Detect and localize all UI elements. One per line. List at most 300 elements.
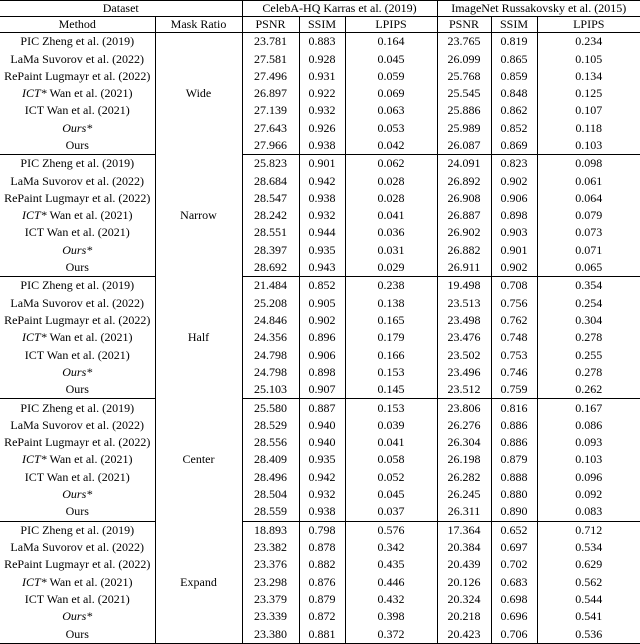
psnr-cell: 27.966	[242, 137, 299, 155]
lpips-cell: 0.278	[537, 364, 640, 381]
ssim-cell: 0.898	[491, 207, 537, 224]
ssim-cell: 0.935	[299, 451, 345, 468]
psnr-cell: 27.496	[242, 68, 299, 85]
table-row	[0, 346, 640, 363]
psnr-cell: 24.798	[242, 346, 299, 363]
lpips-cell: 0.105	[537, 50, 640, 67]
ssim-cell: 0.944	[299, 224, 345, 241]
ssim-cell: 0.942	[299, 469, 345, 486]
table-row	[0, 469, 640, 486]
psnr-cell: 20.218	[437, 608, 491, 625]
psnr-cell: 24.356	[242, 329, 299, 346]
table-row	[0, 68, 640, 85]
method-cell: Ours*	[62, 242, 93, 257]
method-cell: ICT* Wan et al. (2021)	[22, 208, 133, 223]
lpips-cell: 0.118	[537, 119, 640, 136]
lpips-cell: 0.342	[345, 539, 437, 556]
psnr-cell: 23.382	[242, 539, 299, 556]
method-cell: Ours	[0, 381, 155, 399]
table-row	[0, 573, 640, 590]
psnr-cell: 28.559	[242, 503, 299, 521]
method-cell: ICT* Wan et al. (2021)	[22, 86, 133, 101]
lpips-cell: 0.058	[345, 451, 437, 468]
ssim-cell: 0.798	[299, 521, 345, 539]
lpips-cell: 0.164	[345, 33, 437, 51]
mask-ratio-cell: Half	[155, 277, 242, 399]
psnr-cell: 28.547	[242, 190, 299, 207]
ssim-cell: 0.890	[491, 503, 537, 521]
lpips-cell: 0.039	[345, 417, 437, 434]
dataset-header: Dataset	[0, 1, 242, 17]
psnr-cell: 23.498	[437, 312, 491, 329]
imagenet-header: ImageNet Russakovsky et al. (2015)	[437, 1, 640, 17]
psnr-cell: 23.376	[242, 556, 299, 573]
method-cell: PIC Zheng et al. (2019)	[20, 522, 135, 537]
ssim-cell: 0.859	[491, 68, 537, 85]
celeba-hq-header: CelebA-HQ Karras et al. (2019)	[242, 1, 437, 17]
ssim-cell: 0.702	[491, 556, 537, 573]
lpips-cell: 0.083	[537, 503, 640, 521]
table-row	[0, 190, 640, 207]
ssim-cell: 0.903	[491, 224, 537, 241]
psnr-cell: 23.765	[437, 33, 491, 51]
table-row	[0, 207, 640, 224]
psnr-cell: 26.897	[242, 85, 299, 102]
lpips-cell: 0.107	[537, 102, 640, 119]
method-cell: Ours	[0, 503, 155, 521]
ssim-cell: 0.756	[491, 295, 537, 312]
ssim-cell: 0.876	[299, 573, 345, 590]
table-row	[0, 224, 640, 241]
ssim-cell: 0.906	[299, 346, 345, 363]
mask-ratio-cell: Narrow	[155, 155, 242, 277]
header-row-metrics	[0, 17, 640, 33]
ssim-cell: 0.880	[491, 486, 537, 503]
ssim-cell: 0.683	[491, 573, 537, 590]
lpips-cell: 0.536	[537, 625, 640, 643]
lpips-cell: 0.062	[345, 155, 437, 173]
lpips-cell: 0.354	[537, 277, 640, 295]
method-cell: Ours	[0, 259, 155, 277]
lpips-cell: 0.262	[537, 381, 640, 399]
ssim-cell: 0.888	[491, 469, 537, 486]
ssim-cell: 0.652	[491, 521, 537, 539]
ssim-cell: 0.879	[491, 451, 537, 468]
method-cell: LaMa Suvorov et al. (2022)	[10, 51, 145, 66]
ssim-cell: 0.943	[299, 259, 345, 277]
psnr-cell: 26.911	[437, 259, 491, 277]
ssim-cell: 0.886	[491, 417, 537, 434]
method-column-header: Method	[0, 17, 155, 33]
table-row	[0, 399, 640, 417]
lpips-cell: 0.712	[537, 521, 640, 539]
ssim-cell: 0.907	[299, 381, 345, 399]
table-row	[0, 329, 640, 346]
ssim-cell: 0.886	[491, 434, 537, 451]
table-row	[0, 591, 640, 608]
lpips-cell: 0.153	[345, 399, 437, 417]
psnr-cell: 23.476	[437, 329, 491, 346]
lpips-cell: 0.562	[537, 573, 640, 590]
lpips-cell: 0.063	[345, 102, 437, 119]
header-row-datasets	[0, 1, 640, 17]
mask-ratio-cell: Expand	[155, 521, 242, 644]
psnr-cell: 26.887	[437, 207, 491, 224]
lpips-cell: 0.069	[345, 85, 437, 102]
lpips-cell: 0.372	[345, 625, 437, 643]
lpips-cell: 0.073	[537, 224, 640, 241]
lpips-cell: 0.042	[345, 137, 437, 155]
psnr-cell: 26.892	[437, 172, 491, 189]
method-cell: ICT Wan et al. (2021)	[24, 347, 130, 362]
lpips-cell: 0.153	[345, 364, 437, 381]
table-row	[0, 242, 640, 259]
psnr-cell: 23.379	[242, 591, 299, 608]
ssim-cell: 0.869	[491, 137, 537, 155]
method-cell: ICT Wan et al. (2021)	[24, 591, 130, 606]
ssim-cell: 0.938	[299, 137, 345, 155]
method-cell: ICT* Wan et al. (2021)	[22, 574, 133, 589]
table-row	[0, 102, 640, 119]
lpips-cell: 0.092	[537, 486, 640, 503]
method-cell: PIC Zheng et al. (2019)	[20, 278, 135, 293]
ssim-cell: 0.708	[491, 277, 537, 295]
lpips-cell: 0.045	[345, 486, 437, 503]
method-cell: RePaint Lugmayr et al. (2022)	[4, 435, 151, 450]
psnr-cell: 23.806	[437, 399, 491, 417]
psnr-cell: 26.087	[437, 137, 491, 155]
psnr-cell: 27.643	[242, 119, 299, 136]
ssim-cell: 0.940	[299, 417, 345, 434]
ssim-column-header: SSIM	[491, 17, 537, 33]
psnr-cell: 25.580	[242, 399, 299, 417]
ssim-cell: 0.905	[299, 295, 345, 312]
lpips-cell: 0.125	[537, 85, 640, 102]
method-cell: ICT Wan et al. (2021)	[24, 469, 130, 484]
method-cell: LaMa Suvorov et al. (2022)	[10, 540, 145, 554]
lpips-cell: 0.138	[345, 295, 437, 312]
lpips-cell: 0.028	[345, 172, 437, 189]
ssim-cell: 0.878	[299, 539, 345, 556]
psnr-cell: 25.886	[437, 102, 491, 119]
lpips-cell: 0.134	[537, 68, 640, 85]
ssim-cell: 0.823	[491, 155, 537, 173]
psnr-cell: 26.908	[437, 190, 491, 207]
ssim-cell: 0.759	[491, 381, 537, 399]
method-cell: Ours*	[62, 364, 93, 379]
table-body	[0, 33, 640, 644]
table-row	[0, 539, 640, 556]
method-cell: Ours*	[62, 487, 93, 501]
ssim-cell: 0.872	[299, 608, 345, 625]
lpips-cell: 0.061	[537, 172, 640, 189]
ssim-cell: 0.887	[299, 399, 345, 417]
psnr-cell: 20.324	[437, 591, 491, 608]
ssim-cell: 0.848	[491, 85, 537, 102]
ssim-cell: 0.926	[299, 119, 345, 136]
psnr-cell: 28.397	[242, 242, 299, 259]
psnr-cell: 25.823	[242, 155, 299, 173]
lpips-cell: 0.098	[537, 155, 640, 173]
psnr-column-header: PSNR	[242, 17, 299, 33]
table-row	[0, 295, 640, 312]
psnr-cell: 20.423	[437, 625, 491, 643]
lpips-cell: 0.059	[345, 68, 437, 85]
lpips-cell: 0.029	[345, 259, 437, 277]
table-row	[0, 33, 640, 51]
psnr-cell: 24.798	[242, 364, 299, 381]
psnr-cell: 23.781	[242, 33, 299, 51]
ssim-cell: 0.902	[491, 259, 537, 277]
ssim-cell: 0.942	[299, 172, 345, 189]
psnr-cell: 20.126	[437, 573, 491, 590]
ssim-cell: 0.852	[491, 119, 537, 136]
lpips-cell: 0.031	[345, 242, 437, 259]
psnr-cell: 25.768	[437, 68, 491, 85]
ssim-cell: 0.932	[299, 207, 345, 224]
table-row	[0, 50, 640, 67]
ssim-cell: 0.901	[491, 242, 537, 259]
lpips-column-header: LPIPS	[537, 17, 640, 33]
table-row	[0, 608, 640, 625]
ssim-cell: 0.896	[299, 329, 345, 346]
psnr-cell: 24.091	[437, 155, 491, 173]
psnr-cell: 26.902	[437, 224, 491, 241]
method-cell: PIC Zheng et al. (2019)	[20, 156, 135, 171]
lpips-cell: 0.166	[345, 346, 437, 363]
table-row	[0, 137, 640, 155]
table-header	[0, 1, 640, 33]
method-cell: Ours	[0, 137, 155, 155]
method-cell: PIC Zheng et al. (2019)	[20, 400, 135, 415]
table-row	[0, 85, 640, 102]
psnr-cell: 23.496	[437, 364, 491, 381]
lpips-column-header: LPIPS	[345, 17, 437, 33]
psnr-cell: 18.893	[242, 521, 299, 539]
ssim-cell: 0.932	[299, 486, 345, 503]
ssim-cell: 0.928	[299, 50, 345, 67]
method-cell: PIC Zheng et al. (2019)	[20, 34, 135, 49]
lpips-cell: 0.064	[537, 190, 640, 207]
table-row	[0, 259, 640, 277]
psnr-cell: 25.208	[242, 295, 299, 312]
lpips-cell: 0.041	[345, 434, 437, 451]
method-cell: ICT* Wan et al. (2021)	[22, 330, 133, 345]
table-row	[0, 364, 640, 381]
table-row	[0, 155, 640, 173]
ssim-cell: 0.865	[491, 50, 537, 67]
method-cell: Ours*	[62, 120, 93, 135]
psnr-cell: 26.099	[437, 50, 491, 67]
method-cell: ICT Wan et al. (2021)	[24, 103, 130, 118]
lpips-cell: 0.167	[537, 399, 640, 417]
lpips-cell: 0.045	[345, 50, 437, 67]
mask-ratio-cell: Center	[155, 399, 242, 521]
method-cell: LaMa Suvorov et al. (2022)	[10, 173, 145, 188]
lpips-cell: 0.086	[537, 417, 640, 434]
lpips-cell: 0.037	[345, 503, 437, 521]
lpips-cell: 0.304	[537, 312, 640, 329]
lpips-cell: 0.398	[345, 608, 437, 625]
ssim-cell: 0.906	[491, 190, 537, 207]
ssim-cell: 0.902	[299, 312, 345, 329]
ssim-cell: 0.819	[491, 33, 537, 51]
lpips-cell: 0.071	[537, 242, 640, 259]
psnr-cell: 28.504	[242, 486, 299, 503]
psnr-cell: 27.139	[242, 102, 299, 119]
method-cell: ICT Wan et al. (2021)	[24, 225, 130, 240]
lpips-cell: 0.254	[537, 295, 640, 312]
lpips-cell: 0.179	[345, 329, 437, 346]
psnr-cell: 23.339	[242, 608, 299, 625]
ssim-cell: 0.935	[299, 242, 345, 259]
ssim-cell: 0.879	[299, 591, 345, 608]
ssim-cell: 0.938	[299, 503, 345, 521]
table-row	[0, 172, 640, 189]
psnr-cell: 26.282	[437, 469, 491, 486]
lpips-cell: 0.041	[345, 207, 437, 224]
psnr-cell: 28.551	[242, 224, 299, 241]
table-row	[0, 312, 640, 329]
method-cell: LaMa Suvorov et al. (2022)	[10, 417, 145, 432]
psnr-cell: 19.498	[437, 277, 491, 295]
method-cell: Ours	[0, 625, 155, 643]
psnr-cell: 25.989	[437, 119, 491, 136]
psnr-cell: 26.245	[437, 486, 491, 503]
ssim-cell: 0.931	[299, 68, 345, 85]
lpips-cell: 0.278	[537, 329, 640, 346]
method-cell: RePaint Lugmayr et al. (2022)	[4, 557, 151, 572]
table-row	[0, 625, 640, 643]
mask-ratio-column-header: Mask Ratio	[155, 17, 242, 33]
ssim-cell: 0.938	[299, 190, 345, 207]
method-cell: ICT* Wan et al. (2021)	[22, 452, 133, 467]
table-row	[0, 417, 640, 434]
lpips-cell: 0.534	[537, 539, 640, 556]
method-cell: RePaint Lugmayr et al. (2022)	[4, 68, 151, 83]
ssim-cell: 0.898	[299, 364, 345, 381]
table-row	[0, 277, 640, 295]
psnr-cell: 17.364	[437, 521, 491, 539]
ssim-cell: 0.852	[299, 277, 345, 295]
ssim-cell: 0.697	[491, 539, 537, 556]
psnr-cell: 24.846	[242, 312, 299, 329]
table-row	[0, 119, 640, 136]
psnr-cell: 26.882	[437, 242, 491, 259]
lpips-cell: 0.629	[537, 556, 640, 573]
ssim-cell: 0.698	[491, 591, 537, 608]
lpips-cell: 0.065	[537, 259, 640, 277]
psnr-cell: 26.198	[437, 451, 491, 468]
ssim-cell: 0.882	[299, 556, 345, 573]
mask-ratio-cell: Wide	[155, 33, 242, 155]
ssim-cell: 0.706	[491, 625, 537, 643]
psnr-cell: 23.502	[437, 346, 491, 363]
lpips-cell: 0.053	[345, 119, 437, 136]
psnr-cell: 20.384	[437, 539, 491, 556]
table-row	[0, 451, 640, 468]
psnr-cell: 28.556	[242, 434, 299, 451]
ssim-cell: 0.696	[491, 608, 537, 625]
psnr-cell: 21.484	[242, 277, 299, 295]
psnr-cell: 23.298	[242, 573, 299, 590]
lpips-cell: 0.446	[345, 573, 437, 590]
psnr-cell: 26.276	[437, 417, 491, 434]
psnr-cell: 28.684	[242, 172, 299, 189]
lpips-cell: 0.238	[345, 277, 437, 295]
ssim-cell: 0.753	[491, 346, 537, 363]
psnr-cell: 28.692	[242, 259, 299, 277]
psnr-cell: 28.496	[242, 469, 299, 486]
method-cell: RePaint Lugmayr et al. (2022)	[4, 190, 151, 205]
ssim-cell: 0.748	[491, 329, 537, 346]
lpips-cell: 0.096	[537, 469, 640, 486]
ssim-cell: 0.816	[491, 399, 537, 417]
psnr-cell: 23.380	[242, 625, 299, 643]
psnr-cell: 25.545	[437, 85, 491, 102]
table-row	[0, 381, 640, 399]
lpips-cell: 0.544	[537, 591, 640, 608]
psnr-column-header: PSNR	[437, 17, 491, 33]
psnr-cell: 28.409	[242, 451, 299, 468]
psnr-cell: 27.581	[242, 50, 299, 67]
lpips-cell: 0.093	[537, 434, 640, 451]
ssim-cell: 0.932	[299, 102, 345, 119]
table-row	[0, 503, 640, 521]
psnr-cell: 28.529	[242, 417, 299, 434]
ssim-cell: 0.762	[491, 312, 537, 329]
lpips-cell: 0.036	[345, 224, 437, 241]
psnr-cell: 26.304	[437, 434, 491, 451]
method-cell: RePaint Lugmayr et al. (2022)	[4, 313, 151, 328]
ssim-column-header: SSIM	[299, 17, 345, 33]
ssim-cell: 0.922	[299, 85, 345, 102]
table-row	[0, 486, 640, 503]
lpips-cell: 0.576	[345, 521, 437, 539]
lpips-cell: 0.052	[345, 469, 437, 486]
ssim-cell: 0.746	[491, 364, 537, 381]
psnr-cell: 20.439	[437, 556, 491, 573]
ssim-cell: 0.902	[491, 172, 537, 189]
method-cell: LaMa Suvorov et al. (2022)	[10, 295, 145, 310]
method-cell: Ours*	[62, 609, 93, 624]
lpips-cell: 0.028	[345, 190, 437, 207]
psnr-cell: 23.513	[437, 295, 491, 312]
table-row	[0, 556, 640, 573]
psnr-cell: 28.242	[242, 207, 299, 224]
ssim-cell: 0.883	[299, 33, 345, 51]
ssim-cell: 0.940	[299, 434, 345, 451]
lpips-cell: 0.079	[537, 207, 640, 224]
ssim-cell: 0.901	[299, 155, 345, 173]
table-row	[0, 434, 640, 451]
lpips-cell: 0.145	[345, 381, 437, 399]
psnr-cell: 23.512	[437, 381, 491, 399]
lpips-cell: 0.432	[345, 591, 437, 608]
lpips-cell: 0.255	[537, 346, 640, 363]
psnr-cell: 25.103	[242, 381, 299, 399]
lpips-cell: 0.103	[537, 137, 640, 155]
table-row	[0, 521, 640, 539]
lpips-cell: 0.435	[345, 556, 437, 573]
lpips-cell: 0.103	[537, 451, 640, 468]
ssim-cell: 0.862	[491, 102, 537, 119]
lpips-cell: 0.541	[537, 608, 640, 625]
psnr-cell: 26.311	[437, 503, 491, 521]
lpips-cell: 0.165	[345, 312, 437, 329]
lpips-cell: 0.234	[537, 33, 640, 51]
ssim-cell: 0.881	[299, 625, 345, 643]
